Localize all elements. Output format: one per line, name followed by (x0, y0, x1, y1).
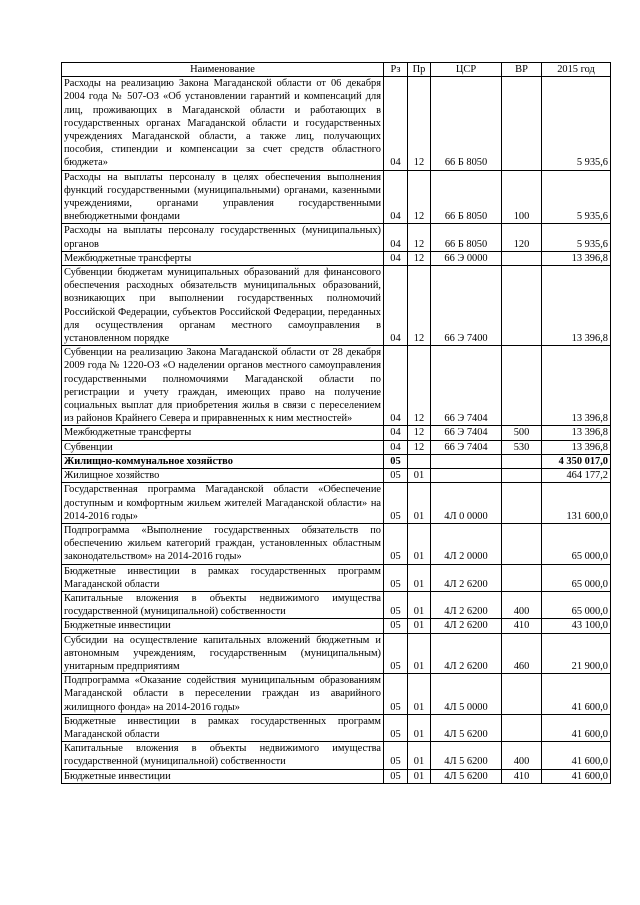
table-row (62, 742, 611, 769)
table-row (62, 619, 611, 633)
cell-pr: 12 (408, 266, 431, 346)
cell-pr: 01 (408, 742, 431, 769)
cell-amount: 4 350 017,0 (542, 454, 611, 468)
cell-rz: 05 (384, 769, 408, 783)
header-vr: ВР (502, 63, 542, 77)
cell-csr: 66 Э 7404 (431, 426, 502, 440)
budget-table (61, 62, 611, 784)
cell-vr (502, 469, 542, 483)
cell-rz: 04 (384, 426, 408, 440)
cell-amount: 5 935,6 (542, 77, 611, 170)
cell-rz: 05 (384, 591, 408, 618)
cell-amount: 13 396,8 (542, 266, 611, 346)
table-row (62, 77, 611, 170)
cell-name: Бюджетные инвестиции (62, 769, 384, 783)
cell-rz: 04 (384, 440, 408, 454)
table-row (62, 469, 611, 483)
cell-vr: 100 (502, 170, 542, 224)
table-row (62, 440, 611, 454)
table-row (62, 633, 611, 674)
cell-name: Расходы на выплаты персоналу в целях обеспечения выполнения функций государственными (муниципальными) органами, казенными учреждениями, органами управления государственными внебюджетными фондами (62, 170, 384, 224)
cell-amount: 13 396,8 (542, 346, 611, 426)
cell-csr: 66 Б 8050 (431, 170, 502, 224)
table-row (62, 769, 611, 783)
cell-csr: 66 Э 7400 (431, 266, 502, 346)
cell-rz: 05 (384, 469, 408, 483)
cell-name: Государственная программа Магаданской области «Обеспечение доступным и комфортным жильем жителей Магаданской области» на 2014-2016 годы» (62, 483, 384, 524)
cell-name: Межбюджетные трансферты (62, 426, 384, 440)
cell-csr: 4Л 2 6200 (431, 564, 502, 591)
cell-name: Субсидии на осуществление капитальных вложений бюджетным и автономным учреждениям, государственным (муниципальным) унитарным предприятиям (62, 633, 384, 674)
cell-pr: 01 (408, 469, 431, 483)
cell-amount: 41 600,0 (542, 714, 611, 741)
cell-amount: 43 100,0 (542, 619, 611, 633)
cell-rz: 05 (384, 633, 408, 674)
cell-amount: 41 600,0 (542, 769, 611, 783)
budget-document (61, 62, 611, 784)
cell-pr: 12 (408, 251, 431, 265)
cell-csr: 4Л 5 6200 (431, 714, 502, 741)
cell-amount: 41 600,0 (542, 674, 611, 715)
cell-name: Субвенции бюджетам муниципальных образований для финансового обеспечения расходных обязательств муниципальных образований, возникающих при выполнении государственных полномочий Российской Федерации, субъектов Российской Федерации, переданных для осуществления органам местного самоуправления в установленном порядке (62, 266, 384, 346)
cell-vr (502, 564, 542, 591)
cell-vr: 410 (502, 619, 542, 633)
cell-vr (502, 523, 542, 564)
header-csr: ЦСР (431, 63, 502, 77)
cell-vr (502, 714, 542, 741)
table-row (62, 454, 611, 468)
cell-rz: 05 (384, 619, 408, 633)
cell-name: Подпрограмма «Выполнение государственных обязательств по обеспечению жильем категорий граждан, установленных областным законодательством» на 2014-2016 годы» (62, 523, 384, 564)
cell-vr: 530 (502, 440, 542, 454)
cell-csr: 66 Э 7404 (431, 346, 502, 426)
cell-csr: 66 Б 8050 (431, 224, 502, 251)
cell-vr (502, 346, 542, 426)
cell-amount: 5 935,6 (542, 170, 611, 224)
cell-pr: 12 (408, 77, 431, 170)
cell-csr: 4Л 5 6200 (431, 742, 502, 769)
cell-amount: 65 000,0 (542, 564, 611, 591)
header-name: Наименование (62, 63, 384, 77)
cell-amount: 21 900,0 (542, 633, 611, 674)
cell-csr: 4Л 2 6200 (431, 619, 502, 633)
table-row (62, 224, 611, 251)
table-row (62, 346, 611, 426)
cell-vr (502, 77, 542, 170)
cell-name: Подпрограмма «Оказание содействия муниципальным образованиям Магаданской области в переселении граждан из аварийного жилищного фонда» на 2014-2016 годы» (62, 674, 384, 715)
cell-rz: 04 (384, 251, 408, 265)
header-year: 2015 год (542, 63, 611, 77)
table-row (62, 483, 611, 524)
table-row (62, 591, 611, 618)
cell-csr (431, 469, 502, 483)
cell-pr: 01 (408, 714, 431, 741)
header-rz: Рз (384, 63, 408, 77)
cell-vr (502, 251, 542, 265)
cell-amount: 41 600,0 (542, 742, 611, 769)
cell-vr (502, 266, 542, 346)
cell-vr: 400 (502, 742, 542, 769)
cell-amount: 131 600,0 (542, 483, 611, 524)
cell-rz: 05 (384, 674, 408, 715)
cell-name: Капитальные вложения в объекты недвижимого имущества государственной (муниципальной) собственности (62, 742, 384, 769)
cell-name: Жилищное хозяйство (62, 469, 384, 483)
cell-vr (502, 483, 542, 524)
cell-name: Субвенции на реализацию Закона Магаданской области от 28 декабря 2009 года № 1220-ОЗ «О наделении органов местного самоуправления государственными полномочиями Магаданской области по регистрации и учету граждан, имеющих право на получение социальных выплат для приобретения жилья в связи с переселением из районов Крайнего Севера и приравненных к ним местностей» (62, 346, 384, 426)
cell-csr: 66 Э 7404 (431, 440, 502, 454)
cell-rz: 05 (384, 714, 408, 741)
cell-name: Субвенции (62, 440, 384, 454)
cell-vr (502, 674, 542, 715)
cell-name: Капитальные вложения в объекты недвижимого имущества государственной (муниципальной) собственности (62, 591, 384, 618)
cell-vr: 500 (502, 426, 542, 440)
table-row (62, 426, 611, 440)
cell-csr: 4Л 2 6200 (431, 591, 502, 618)
cell-rz: 05 (384, 454, 408, 468)
table-row (62, 251, 611, 265)
cell-csr: 4Л 2 6200 (431, 633, 502, 674)
cell-name: Бюджетные инвестиции в рамках государственных программ Магаданской области (62, 714, 384, 741)
cell-rz: 05 (384, 523, 408, 564)
cell-csr: 66 Б 8050 (431, 77, 502, 170)
cell-rz: 04 (384, 346, 408, 426)
cell-pr: 01 (408, 769, 431, 783)
cell-pr: 01 (408, 674, 431, 715)
header-pr: Пр (408, 63, 431, 77)
cell-amount: 5 935,6 (542, 224, 611, 251)
table-row (62, 523, 611, 564)
cell-name: Расходы на реализацию Закона Магаданской области от 06 декабря 2004 года № 507-ОЗ «Об установлении гарантий и компенсаций для лиц, проживающих в Магаданской области и работающих в государственных органах Магаданской области и государственных учреждениях Магаданской области, а также лиц, получающих пособия, стипендии и компенсации за счет средств областного бюджета» (62, 77, 384, 170)
cell-vr: 120 (502, 224, 542, 251)
cell-vr: 460 (502, 633, 542, 674)
cell-pr: 01 (408, 633, 431, 674)
cell-name: Расходы на выплаты персоналу государственных (муниципальных) органов (62, 224, 384, 251)
cell-pr: 01 (408, 483, 431, 524)
table-row (62, 170, 611, 224)
cell-amount: 65 000,0 (542, 591, 611, 618)
cell-vr: 400 (502, 591, 542, 618)
table-row (62, 266, 611, 346)
cell-pr (408, 454, 431, 468)
cell-vr (502, 454, 542, 468)
table-row (62, 714, 611, 741)
cell-name: Бюджетные инвестиции в рамках государственных программ Магаданской области (62, 564, 384, 591)
cell-csr: 4Л 2 0000 (431, 523, 502, 564)
table-body (62, 77, 611, 784)
table-header-row (62, 63, 611, 77)
cell-csr (431, 454, 502, 468)
cell-name: Жилищно-коммунальное хозяйство (62, 454, 384, 468)
cell-name: Межбюджетные трансферты (62, 251, 384, 265)
cell-rz: 04 (384, 224, 408, 251)
cell-pr: 12 (408, 346, 431, 426)
cell-amount: 65 000,0 (542, 523, 611, 564)
cell-pr: 01 (408, 564, 431, 591)
cell-pr: 12 (408, 426, 431, 440)
cell-pr: 01 (408, 591, 431, 618)
cell-csr: 4Л 0 0000 (431, 483, 502, 524)
cell-vr: 410 (502, 769, 542, 783)
cell-pr: 12 (408, 440, 431, 454)
cell-pr: 01 (408, 619, 431, 633)
cell-csr: 4Л 5 6200 (431, 769, 502, 783)
table-row (62, 564, 611, 591)
cell-amount: 13 396,8 (542, 426, 611, 440)
cell-rz: 04 (384, 170, 408, 224)
cell-rz: 04 (384, 266, 408, 346)
cell-csr: 4Л 5 0000 (431, 674, 502, 715)
cell-rz: 05 (384, 483, 408, 524)
cell-csr: 66 Э 0000 (431, 251, 502, 265)
cell-amount: 464 177,2 (542, 469, 611, 483)
cell-rz: 04 (384, 77, 408, 170)
cell-rz: 05 (384, 564, 408, 591)
cell-pr: 12 (408, 170, 431, 224)
cell-pr: 12 (408, 224, 431, 251)
cell-name: Бюджетные инвестиции (62, 619, 384, 633)
cell-amount: 13 396,8 (542, 251, 611, 265)
cell-pr: 01 (408, 523, 431, 564)
cell-amount: 13 396,8 (542, 440, 611, 454)
cell-rz: 05 (384, 742, 408, 769)
table-row (62, 674, 611, 715)
